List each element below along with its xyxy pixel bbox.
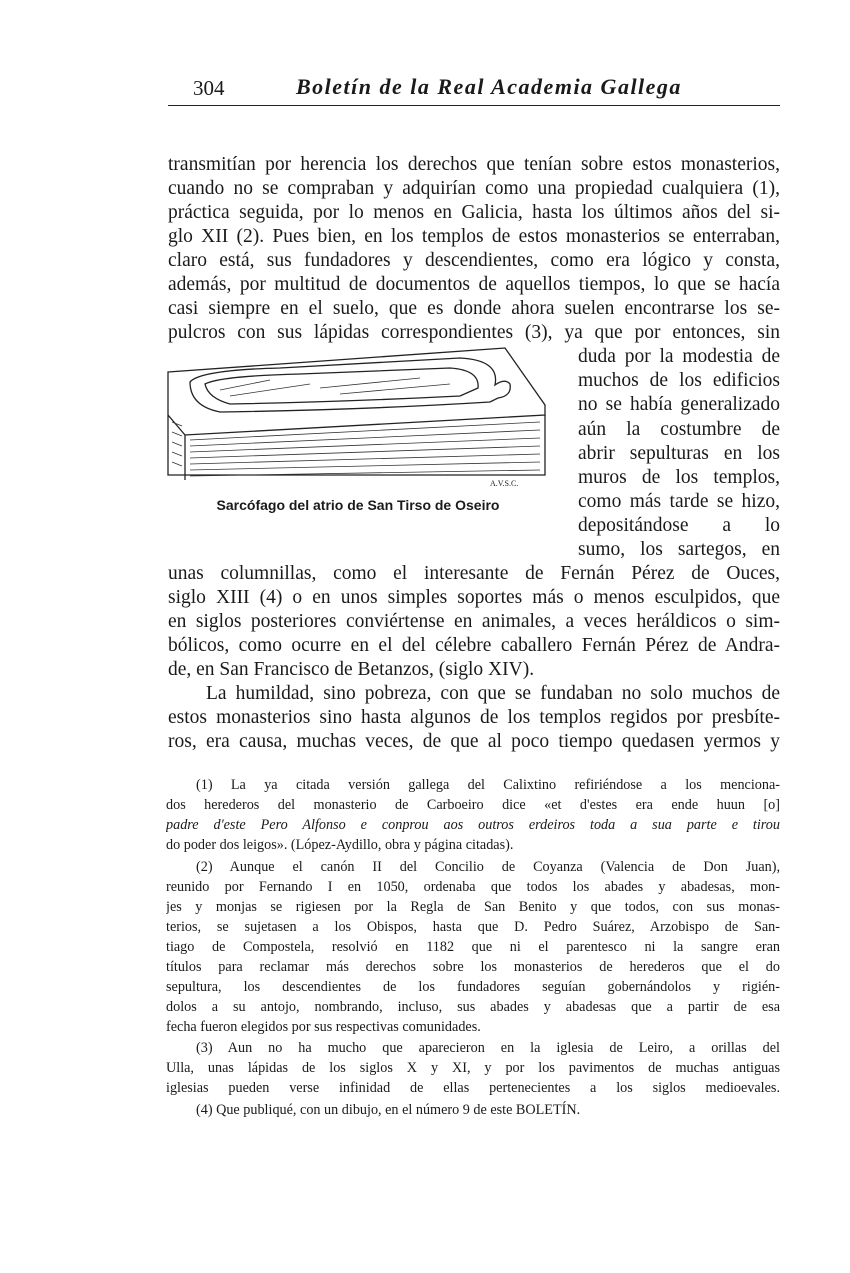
body-line: práctica seguida, por lo menos en Galicia, hasta los últimos años del si- xyxy=(168,202,780,223)
body-line: de, en San Francisco de Betanzos, (siglo XIV). xyxy=(168,659,535,680)
footnote-line: iglesias pueden verse infinidad de ellas pertenecientes a los siglos medioevales. xyxy=(166,1080,780,1096)
body-line-narrow: aún la costumbre de xyxy=(578,419,780,440)
sarcophagus-illustration xyxy=(160,340,555,490)
body-line: estos monasterios sino hasta algunos de los templos regidos por presbíte- xyxy=(168,707,780,728)
body-line-narrow: muchos de los edificios xyxy=(578,370,780,391)
footnote-line: fecha fueron elegidos por sus respectivas comunidades. xyxy=(166,1019,481,1035)
body-line: unas columnillas, como el interesante de Fernán Pérez de Ouces, xyxy=(168,563,780,584)
body-line: casi siempre en el suelo, que es donde ahora suelen encontrarse los se- xyxy=(168,298,780,319)
figure-caption: Sarcófago del atrio de San Tirso de Oseiro xyxy=(216,497,500,513)
body-line-narrow: duda por la modestia de xyxy=(578,346,780,367)
body-line-narrow: muros de los templos, xyxy=(578,467,780,488)
footnote-line: terios, se sujetasen a los Obispos, hasta que D. Pedro Suárez, Arzobispo de San- xyxy=(166,919,780,935)
artist-signature: A.V.S.C. xyxy=(490,479,519,488)
body-line: glo XII (2). Pues bien, en los templos de estos monasterios se enterraban, xyxy=(168,226,780,247)
body-line: bólicos, como ocurre en el del célebre caballero Fernán Pérez de Andra- xyxy=(168,635,780,656)
footnote-line: dos herederos del monasterio de Carboeiro dice «et d'estes era ende huun [o] xyxy=(166,797,780,813)
body-line-narrow: depositándose a lo xyxy=(578,515,780,536)
footnote-line: jes y monjas se rigiesen por la Regla de San Benito y que todos, con sus monas- xyxy=(166,899,780,915)
running-header xyxy=(168,72,780,106)
body-line-narrow: no se había generalizado xyxy=(578,394,780,415)
footnote-line: reunido por Fernando I en 1050, ordenaba que todos los abades y abadesas, mon- xyxy=(166,879,780,895)
footnote-line: (2) Aunque el canón II del Concilio de Coyanza (Valencia de Don Juan), xyxy=(196,859,780,875)
body-line-narrow: como más tarde se hizo, xyxy=(578,491,780,512)
body-line: cuando no se compraban y adquirían como una propiedad cualquiera (1), xyxy=(168,178,780,199)
body-line-narrow: abrir sepulturas en los xyxy=(578,443,780,464)
footnote-line: títulos para reclamar más derechos sobre los monasterios de herederos que el do xyxy=(166,959,780,975)
body-line-narrow: sumo, los sartegos, en xyxy=(578,539,780,560)
footnote-line: (4) Que publiqué, con un dibujo, en el número 9 de este BOLETÍN. xyxy=(196,1102,581,1118)
footnote-line: sepultura, los descendientes de los fundadores seguían gobernándolos y rigién- xyxy=(166,979,780,995)
body-line: además, por multitud de documentos de aquellos tiempos, lo que se hacía xyxy=(168,274,780,295)
footnote-line: (3) Aun no ha mucho que aparecieron en la iglesia de Leiro, a orillas del xyxy=(196,1040,780,1056)
footnote-line: do poder dos leigos». (López-Aydillo, obra y página citadas). xyxy=(166,837,514,853)
footnote-line: Ulla, unas lápidas de los siglos X y XI, y por los pavimentos de muchas antiguas xyxy=(166,1060,780,1076)
body-line: ros, era causa, muchas veces, de que al poco tiempo quedasen yermos y xyxy=(168,731,780,752)
body-line: en siglos posteriores conviértense en animales, a veces heráldicos o sim- xyxy=(168,611,780,632)
footnote-line: tiago de Compostela, resolvió en 1182 que ni el parentesco ni la sangre eran xyxy=(166,939,780,955)
header-rule xyxy=(168,105,780,106)
footnote-line: dolos a su antojo, nombrando, incluso, sus abades y abadesas que a partir de esa xyxy=(166,999,780,1015)
body-line: siglo XIII (4) o en unos simples soportes más o menos esculpidos, que xyxy=(168,587,780,608)
body-line: claro está, sus fundadores y descendientes, como era lógico y consta, xyxy=(168,250,780,271)
footnote-line: (1) La ya citada versión gallega del Calixtino refiriéndose a los menciona- xyxy=(196,777,780,793)
journal-title: Boletín de la Real Academia Gallega xyxy=(296,74,682,99)
body-line: La humildad, sino pobreza, con que se fundaban no solo muchos de xyxy=(206,683,780,704)
footnote-line: padre d'este Pero Alfonso e conprou aos outros erdeiros toda a sua parte e tirou xyxy=(166,817,780,833)
page-number: 304 xyxy=(193,76,225,100)
body-line: transmitían por herencia los derechos que tenían sobre estos monasterios, xyxy=(168,154,780,175)
body-line: pulcros con sus lápidas correspondientes (3), ya que por entonces, sin xyxy=(168,322,780,343)
